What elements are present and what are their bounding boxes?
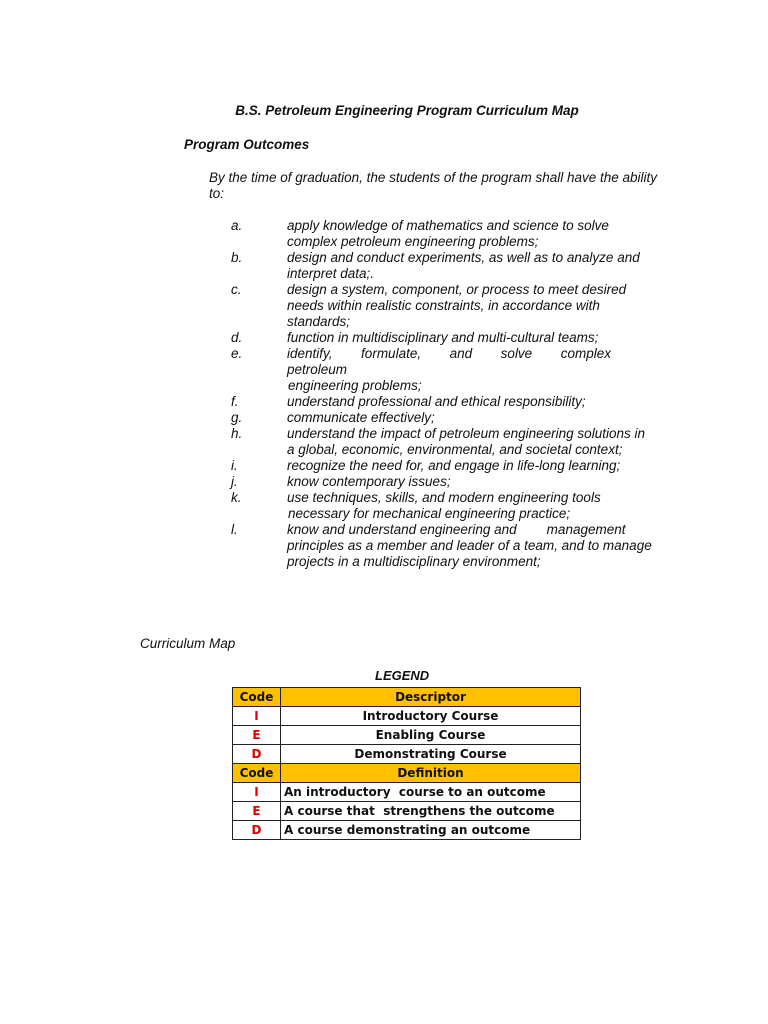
legend-header-definition: Definition [281,764,581,783]
table-row [233,745,581,764]
outcome-line: communicate effectively; [287,410,435,425]
legend-definition: A course demonstrating an outcome [281,821,581,840]
table-row [233,707,581,726]
outcome-line: identify, formulate, and solve complex [287,346,611,361]
legend-definition: A course that strengthens the outcome [281,802,581,821]
outcome-line: understand the impact of petroleum engineering solutions in [287,426,645,441]
outcomes-list [231,218,681,570]
outcome-line: design and conduct experiments, as well as to analyze and [287,250,640,265]
outcome-line: engineering problems; [288,378,422,393]
outcome-line: interpret data;. [287,266,375,281]
outcome-line: standards; [287,314,351,329]
legend-code: D [233,745,281,764]
outcome-letter: i. [231,458,238,473]
outcome-item-l [231,522,681,570]
legend-code: E [233,726,281,745]
outcome-letter: c. [231,282,242,297]
outcome-letter: l. [231,522,238,537]
table-row [233,726,581,745]
outcome-item-g [231,410,681,426]
outcome-letter: f. [231,394,239,409]
outcome-line: necessary for mechanical engineering practice; [288,506,571,521]
table-row [233,802,581,821]
legend-code: D [233,821,281,840]
outcome-line: know contemporary issues; [287,474,451,489]
legend-header-code: Code [233,688,281,707]
outcome-item-b [231,250,681,282]
outcome-line: apply knowledge of mathematics and science to solve [287,218,609,233]
legend-descriptor: Introductory Course [281,707,581,726]
outcome-item-j [231,474,681,490]
outcome-line: design a system, component, or process to meet desired [287,282,627,297]
outcome-item-a [231,218,681,250]
outcome-line: understand professional and ethical responsibility; [287,394,586,409]
outcome-letter: a. [231,218,243,233]
table-row [233,821,581,840]
outcome-line: principles as a member and leader of a team, and to manage [287,538,652,553]
intro-paragraph: By the time of graduation, the students of the program shall have the ability to: [209,170,658,201]
document-title: B.S. Petroleum Engineering Program Curriculum Map [235,103,579,118]
outcome-item-i [231,458,681,474]
legend-header-row [233,764,581,783]
legend-code: I [233,707,281,726]
legend-definition: An introductory course to an outcome [281,783,581,802]
legend-code: E [233,802,281,821]
legend-header-row [233,688,581,707]
outcome-letter: j. [231,474,238,489]
outcome-item-e [231,346,681,394]
outcome-line: use techniques, skills, and modern engineering tools [287,490,601,505]
legend-title: LEGEND [375,668,430,683]
table-row [233,783,581,802]
outcome-line: function in multidisciplinary and multi-cultural teams; [287,330,599,345]
outcome-line: complex petroleum engineering problems; [287,234,539,249]
legend-header-code: Code [233,764,281,783]
outcome-letter: b. [231,250,243,265]
outcome-line: recognize the need for, and engage in life-long learning; [287,458,621,473]
program-outcomes-heading: Program Outcomes [184,137,310,152]
outcome-letter: h. [231,426,243,441]
outcome-line: projects in a multidisciplinary environment; [287,554,541,569]
legend-descriptor: Demonstrating Course [281,745,581,764]
legend-table [232,687,581,840]
legend-header-descriptor: Descriptor [281,688,581,707]
legend-descriptor: Enabling Course [281,726,581,745]
outcome-item-k [231,490,681,522]
outcome-item-c [231,282,681,330]
outcome-letter: d. [231,330,243,345]
outcome-letter: g. [231,410,243,425]
outcome-line: know and understand engineering and management [287,522,626,537]
outcome-line: petroleum [287,362,348,377]
outcome-line: a global, economic, environmental, and societal context; [287,442,623,457]
outcome-item-f [231,394,681,410]
outcome-item-h [231,426,681,458]
legend-code: I [233,783,281,802]
outcome-item-d [231,330,681,346]
outcome-line: needs within realistic constraints, in accordance with [287,298,600,313]
curriculum-map-label: Curriculum Map [140,636,236,651]
outcome-letter: e. [231,346,243,361]
outcome-letter: k. [231,490,242,505]
